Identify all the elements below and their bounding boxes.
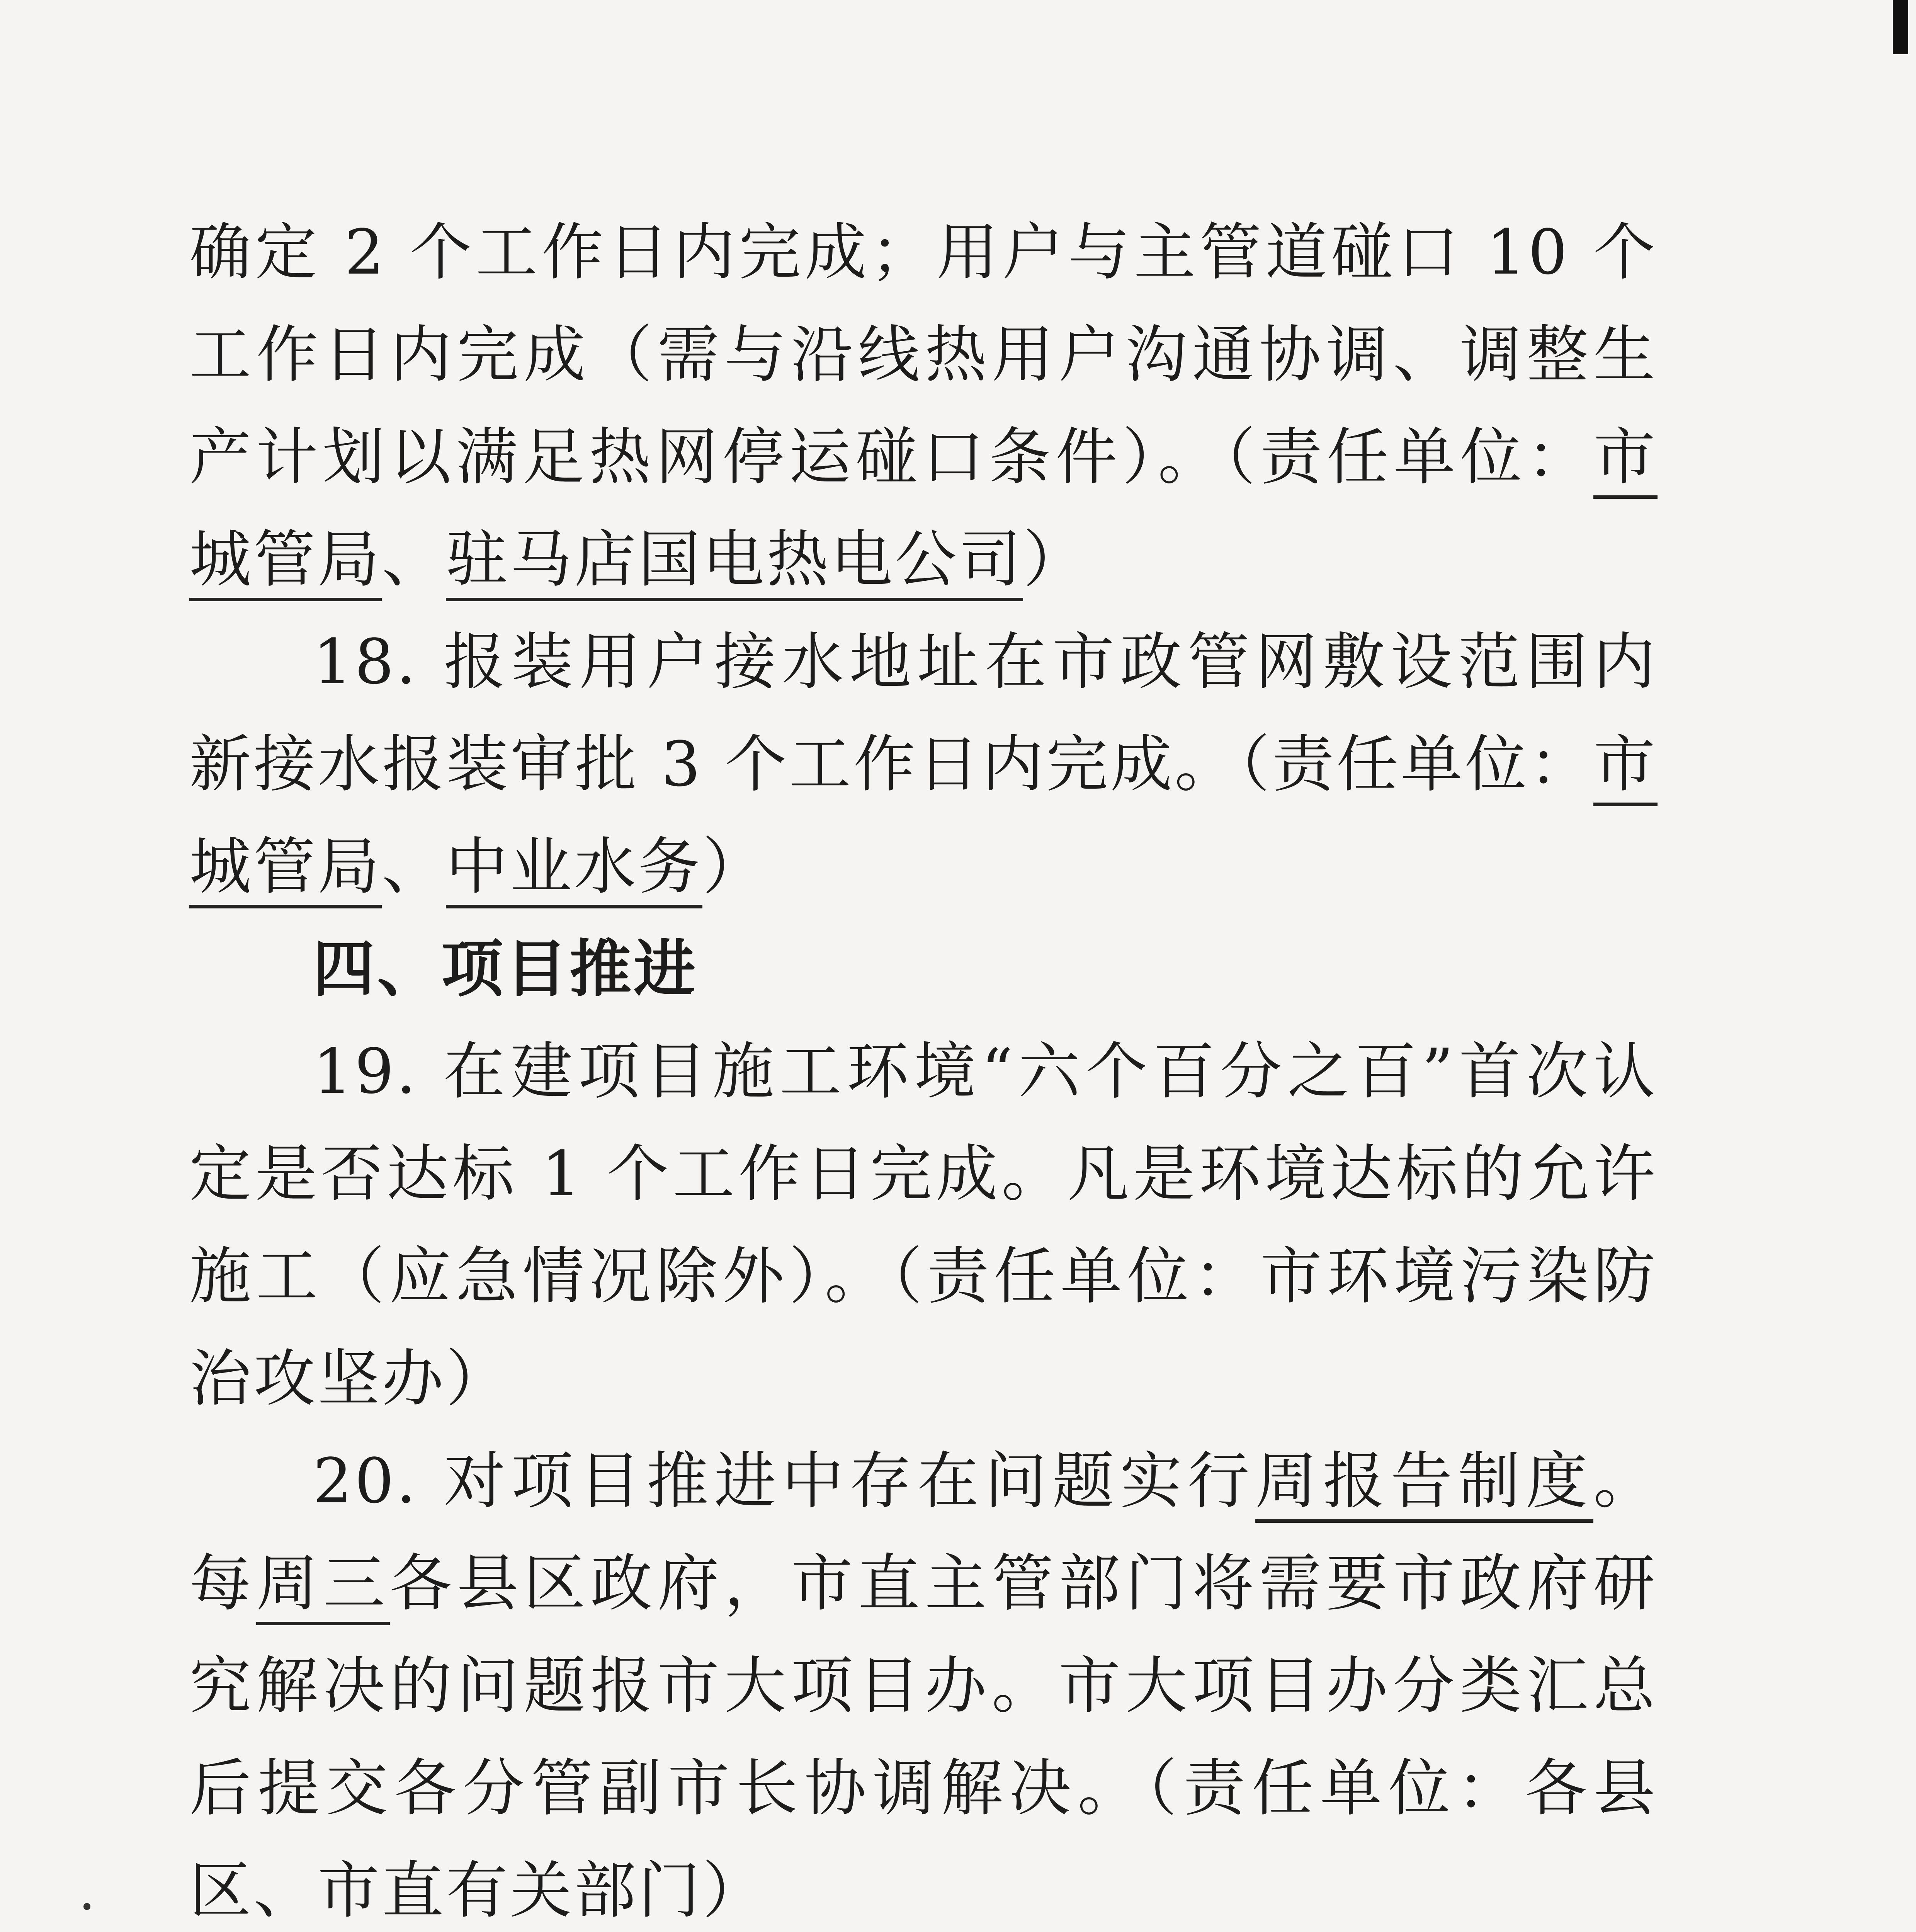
paragraph-text: ） (1023, 523, 1088, 595)
section-heading: 四、项目推进 (313, 933, 698, 1005)
document-body (189, 201, 1658, 1932)
underlined-text: 中业水务 (446, 830, 702, 908)
paragraph-p17-cont (189, 201, 1658, 611)
underlined-text: 驻马店国电热电公司 (446, 523, 1023, 601)
paragraph-p18 (189, 611, 1658, 918)
underlined-text: 市城管局 (189, 421, 1658, 601)
section-paragraphs (189, 1020, 1658, 1932)
paragraph-text: 。每 (189, 1445, 1658, 1619)
ink-dot (83, 1903, 90, 1910)
underlined-text: 市城管局 (189, 728, 1658, 908)
paragraph-p19 (189, 1020, 1658, 1430)
paragraph-p20 (189, 1430, 1658, 1932)
paragraph-text: 20. 对项目推进中存在问题实行 (313, 1445, 1255, 1517)
paragraph-text: ） (702, 830, 767, 903)
paragraph-text: 、 (382, 523, 446, 595)
paragraph-text: 19. 在建项目施工环境“六个百分之百”首次认定是否达标 1 个工作日完成。凡是环境达标的允许施工（应急情况除外）。（责任单位：市环境污染防治攻坚办） (189, 1035, 1658, 1415)
continued-paragraphs (189, 201, 1658, 918)
paragraph-text: 、 (382, 830, 446, 903)
paragraph-text: 18. 报装用户接水地址在市政管网敷设范围内新接水报装审批 3 个工作日内完成。（责任单位： (189, 626, 1658, 800)
paragraph-text: 各县区政府，市直主管部门将需要市政府研究解决的问题报市大项目办。市大项目办分类汇总后提交各分管副市长协调解决。（责任单位：各县区、市直有关部门） (189, 1547, 1658, 1927)
underlined-text: 周报告制度 (1255, 1445, 1593, 1523)
underlined-text: 周三 (256, 1547, 390, 1625)
scan-edge-mark (1893, 0, 1908, 54)
paragraph-text: 确定 2 个工作日内完成；用户与主管道碰口 10 个工作日内完成（需与沿线热用户沟通协调、调整生产计划以满足热网停运碰口条件）。（责任单位： (189, 216, 1658, 493)
